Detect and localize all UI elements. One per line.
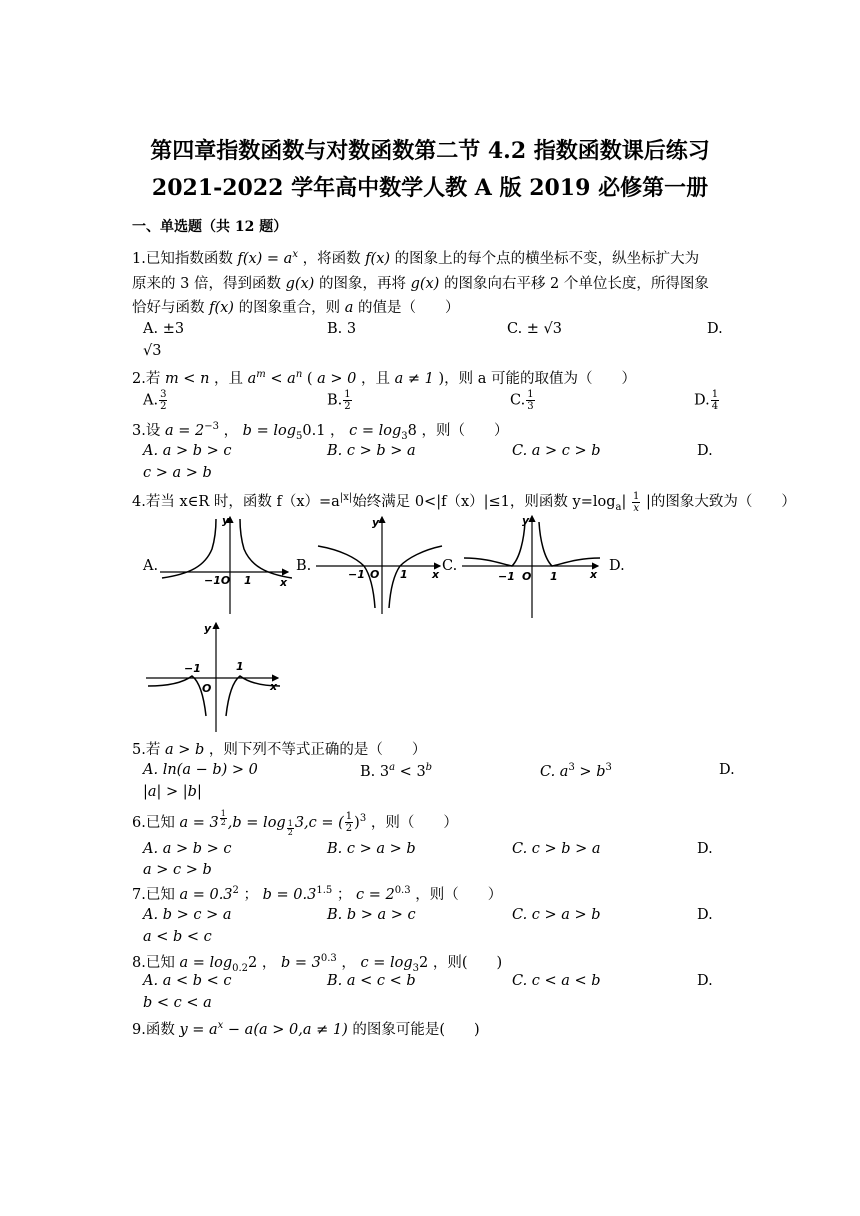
label-x: x <box>270 680 278 693</box>
curve-left <box>162 519 216 578</box>
q3-option-a[interactable]: A. a > b > c <box>143 443 232 459</box>
label-origin: O <box>370 568 380 581</box>
q8-option-b[interactable]: B. a < c < b <box>327 973 416 989</box>
label-neg-one-origin: −1O <box>204 574 231 587</box>
q3-option-c[interactable]: C. a > c > b <box>512 443 601 459</box>
question-1-line-3: 恰好与函数 f(x) 的图象重合，则 a 的值是（ ） <box>132 300 460 316</box>
q6-option-b[interactable]: B. c > a > b <box>327 841 416 857</box>
q4-graph-c[interactable] <box>462 514 602 618</box>
section-heading: 一、单选题（共 12 题） <box>132 219 288 235</box>
label-one: 1 <box>550 570 558 583</box>
q6-option-a[interactable]: A. a > b > c <box>143 841 232 857</box>
question-9-stem: 9.函数 $y = a^x - a(a > 0,a \ne 1)$ 的图象可能是( ) <box>132 1020 480 1038</box>
q7-option-a[interactable]: A. b > c > a <box>143 907 232 923</box>
q5-option-c[interactable]: C. $a^3 > b^3$ <box>540 762 612 780</box>
q1-option-d[interactable]: D. <box>707 321 723 337</box>
question-1-line-1: 1.已知指数函数 $f(x) = a^x$ ，将函数 f(x) 的图象上的每个点的横坐标不变，纵坐标扩大为 <box>132 249 700 267</box>
label-y: y <box>204 622 212 635</box>
label-one: 1 <box>400 568 408 581</box>
q2-option-d[interactable]: D. $\frac{1}{4}$ <box>694 389 719 412</box>
label-neg-one: −1 <box>348 568 365 581</box>
q1-option-c[interactable]: C. ± √3 <box>507 321 563 337</box>
q8-option-c[interactable]: C. c < a < b <box>512 973 601 989</box>
label-origin: O <box>202 682 212 695</box>
curve-left <box>148 676 206 716</box>
q8-option-a[interactable]: A. a < b < c <box>143 973 232 989</box>
question-8-stem: 8.已知 $a = \log_{0.2}2$ ， $b = 3^{0.3}$ ， $c = \log_32$ ，则( ) <box>132 953 503 974</box>
q7-option-d-value: a < b < c <box>143 929 212 945</box>
q1-option-b[interactable]: B. 3 <box>327 321 357 337</box>
label-y: y <box>222 514 230 527</box>
q1-option-a[interactable]: A. ±3 <box>143 321 185 337</box>
q5-option-b[interactable]: B. $3^a < 3^b$ <box>360 762 433 780</box>
curve-right <box>539 522 600 566</box>
label-origin: O <box>522 570 532 583</box>
label-y: y <box>372 516 380 529</box>
q3-option-d-value: c > a > b <box>143 465 212 481</box>
q5-option-d[interactable]: D. <box>719 762 735 778</box>
q4-graph-d[interactable] <box>146 620 282 732</box>
label-x: x <box>590 568 598 581</box>
label-neg-one: −1 <box>184 662 201 675</box>
curve-left <box>464 522 525 566</box>
q4-option-c[interactable]: C. <box>442 558 458 574</box>
q8-option-d[interactable]: D. <box>697 973 713 989</box>
page-title: 第四章指数函数与对数函数第二节 4.2 指数函数课后练习 <box>150 138 710 164</box>
question-4-stem: 4.若当 x∈R 时，函数 $f(x)=a^{|x|}$始终满足 0<|f（x）|≤1，则函数 $y=\log_a|$ $\frac{1}{x}$ |的图象大致为（ ） <box>132 490 796 514</box>
label-one: 1 <box>244 574 252 587</box>
q4-option-d[interactable]: D. <box>609 558 625 574</box>
curve-left <box>318 546 375 608</box>
q3-option-b[interactable]: B. c > b > a <box>327 443 416 459</box>
question-2-stem: 2.若 m < n ，且 $a^m < a^n$ ( a > 0 ，且 a ≠ 1 )，则 a 可能的取值为（ ） <box>132 369 637 387</box>
q7-option-b[interactable]: B. b > a > c <box>327 907 416 923</box>
q3-option-d[interactable]: D. <box>697 443 713 459</box>
label-y: y <box>522 514 530 527</box>
q5-option-a[interactable]: A. ln(a − b) > 0 <box>143 762 258 778</box>
q4-graph-b[interactable] <box>316 514 444 614</box>
q1-option-d-value: √3 <box>143 343 162 359</box>
label-neg-one: −1 <box>498 570 515 583</box>
q2-option-b[interactable]: B. $\frac{1}{2}$ <box>327 389 351 412</box>
q6-option-c[interactable]: C. c > b > a <box>512 841 601 857</box>
question-5-stem: 5.若 a > b ，则下列不等式正确的是（ ） <box>132 742 427 758</box>
q4-option-b[interactable]: B. <box>296 558 312 574</box>
q6-option-d-value: a > c > b <box>143 862 212 878</box>
question-6-stem: 6.已知 a = 3 $^{\frac{1}{2}}$ ,b = log $_{\frac{1}{2}}$ 3,c = ( $\frac{1}{2}$ )$^3$ ，则（ ） <box>132 809 458 837</box>
q5-option-d-value: |a| > |b| <box>143 784 202 800</box>
q4-option-a[interactable]: A. <box>143 558 159 574</box>
label-x: x <box>280 576 288 589</box>
page-subtitle: 2021-2022 学年高中数学人教 A 版 2019 必修第一册 <box>151 175 709 201</box>
label-one: 1 <box>236 660 244 673</box>
q6-option-d[interactable]: D. <box>697 841 713 857</box>
question-3-stem: 3.设 $a = 2^{-3}$ ， $b = \log_50.1$ ， $c = \log_38$ ，则（ ） <box>132 421 509 442</box>
question-1-line-2: 原来的 3 倍，得到函数 g(x) 的图象，再将 g(x) 的图象向右平移 2 个单位长度，所得图象 <box>132 276 709 292</box>
q7-option-c[interactable]: C. c > a > b <box>512 907 601 923</box>
q8-option-d-value: b < c < a <box>143 995 212 1011</box>
question-7-stem: 7.已知 $a = 0.3^2$ ； $b = 0.3^{1.5}$ ； $c = 2^{0.3}$ ，则（ ） <box>132 885 503 903</box>
q2-option-c[interactable]: C. $\frac{1}{3}$ <box>510 389 534 412</box>
q2-option-a[interactable]: A. $\frac{3}{2}$ <box>143 389 167 412</box>
curve-right <box>240 519 292 578</box>
label-x: x <box>432 568 440 581</box>
q4-graph-a[interactable] <box>160 514 292 614</box>
q7-option-d[interactable]: D. <box>697 907 713 923</box>
